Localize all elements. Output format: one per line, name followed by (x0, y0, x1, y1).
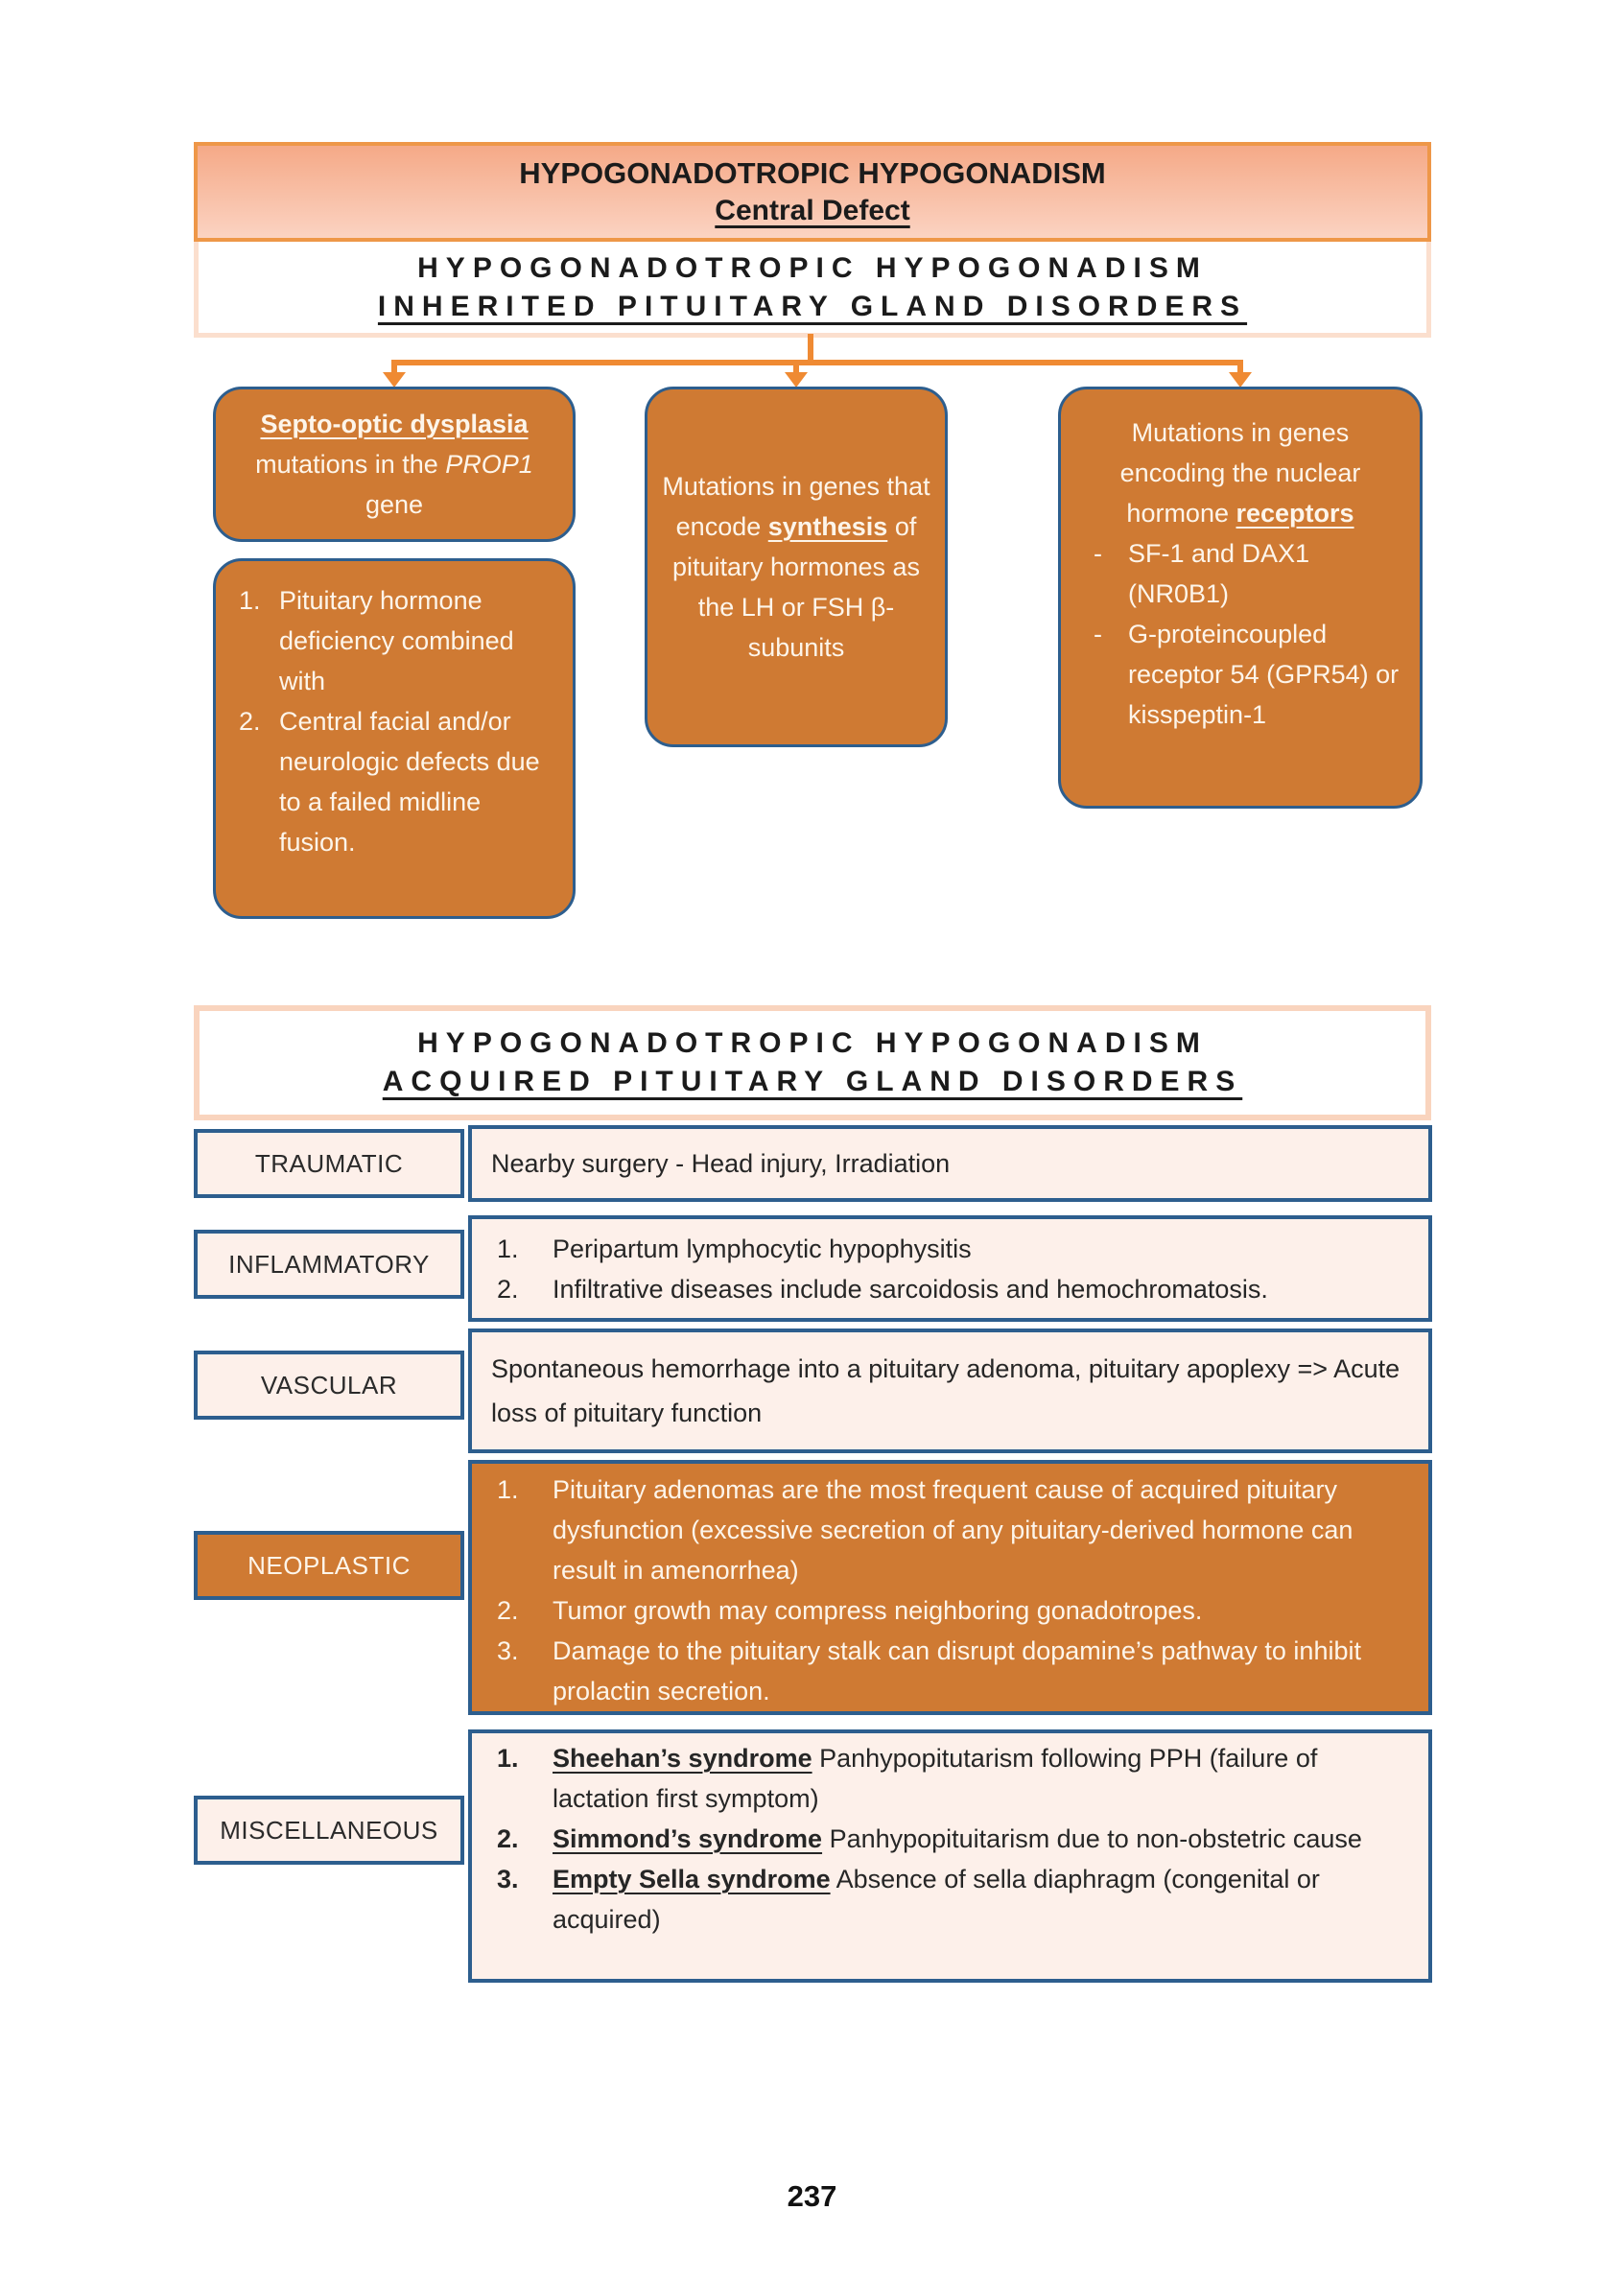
syndrome-name: Simmond’s syndrome (553, 1824, 823, 1853)
septo-list-item (239, 701, 559, 862)
list-text (553, 1819, 1409, 1859)
list-number: 3. (497, 1636, 519, 1665)
list-number: 3. (497, 1865, 519, 1893)
list-text: Tumor growth may compress neighboring gonadotropes. (553, 1596, 1203, 1625)
traumatic-label: TRAUMATIC (194, 1129, 464, 1198)
list-number: 1. (497, 1475, 519, 1504)
receptors-intro (1076, 412, 1404, 533)
miscellaneous-item (491, 1859, 1409, 1940)
dash-marker: - (1094, 620, 1102, 648)
list-number: 2. (497, 1274, 519, 1304)
list-number: 2. (497, 1596, 519, 1625)
banner-title: HYPOGONADOTROPIC HYPOGONADISM (519, 156, 1106, 190)
inherited-header-line2: INHERITED PITUITARY GLAND DISORDERS (377, 290, 1248, 322)
neoplastic-item (491, 1631, 1409, 1711)
inflammatory-item (491, 1269, 1409, 1309)
inherited-section-header (194, 242, 1431, 338)
septo-title-text: Septo-optic dysplasia (260, 410, 529, 438)
synthesis-post: of pituitary hormones as the LH or FSH β-subunits (671, 512, 921, 662)
acquired-header-line1: HYPOGONADOTROPIC HYPOGONADISM (417, 1027, 1208, 1059)
inherited-header-line1: HYPOGONADOTROPIC HYPOGONADISM (417, 251, 1208, 284)
septo-body-post: gene (365, 490, 424, 519)
neoplastic-item (491, 1470, 1409, 1590)
syndrome-desc: Panhypopitutarism following PPH (failure of lactation first symptom) (553, 1744, 1318, 1813)
miscellaneous-content (468, 1729, 1432, 1983)
box-septo-optic-dysplasia (213, 387, 576, 542)
acquired-header-line2: ACQUIRED PITUITARY GLAND DISORDERS (382, 1066, 1243, 1097)
septo-list-item (239, 580, 559, 701)
syndrome-desc: Panhypopituitarism due to non-obstetric cause (822, 1824, 1362, 1853)
septo-gene-name: PROP1 (445, 450, 533, 479)
synthesis-box-text (661, 466, 931, 668)
box-receptor-mutations (1058, 387, 1423, 809)
page-number: 237 (787, 2179, 837, 2213)
inflammatory-item (491, 1229, 1409, 1269)
miscellaneous-label: MISCELLANEOUS (194, 1796, 464, 1865)
list-number: 1. (239, 586, 261, 615)
list-text: G-proteincoupled receptor 54 (GPR54) or kisspeptin-1 (1128, 620, 1400, 729)
vascular-text: Spontaneous hemorrhage into a pituitary adenoma, pituitary apoplexy => Acute loss of pituitary function (491, 1354, 1400, 1427)
acquired-section-header (194, 1005, 1431, 1120)
list-text: Pituitary adenomas are the most frequent cause of acquired pituitary dysfunction (excessive secretion of any pituitary-derived hormone can result in amenorrhea) (553, 1475, 1353, 1585)
banner-central-defect (194, 142, 1431, 242)
neoplastic-content (468, 1460, 1432, 1715)
traumatic-text: Nearby surgery - Head injury, Irradiation (491, 1149, 951, 1178)
banner-subtitle: Central Defect (715, 195, 910, 226)
list-number: 2. (497, 1824, 519, 1853)
miscellaneous-item (491, 1738, 1409, 1819)
vascular-label: VASCULAR (194, 1351, 464, 1420)
septo-box-text (233, 404, 555, 525)
syndrome-name: Sheehan’s syndrome (553, 1744, 812, 1773)
list-text: Infiltrative diseases include sarcoidosis and hemochromatosis. (553, 1274, 1268, 1304)
inflammatory-content (468, 1215, 1432, 1322)
receptors-list-item (1076, 614, 1404, 735)
inflammatory-label: INFLAMMATORY (194, 1230, 464, 1299)
syndrome-desc: Absence of sella diaphragm (congenital or acquired) (553, 1865, 1320, 1934)
receptors-list-item (1076, 533, 1404, 614)
list-text: Central facial and/or neurologic defects due to a failed midline fusion. (279, 707, 540, 857)
synthesis-emphasis: synthesis (767, 512, 888, 541)
flow-connector-arrows (0, 334, 1624, 391)
receptors-emphasis: receptors (1236, 499, 1354, 528)
vascular-content (468, 1329, 1432, 1453)
synthesis-pre: Mutations in genes that encode (662, 472, 930, 541)
list-number: 1. (497, 1234, 519, 1263)
list-text (553, 1859, 1409, 1940)
syndrome-name: Empty Sella syndrome (553, 1865, 831, 1893)
dash-marker: - (1094, 539, 1102, 568)
list-text: Pituitary hormone deficiency combined with (279, 586, 514, 695)
septo-body-pre: mutations in the (255, 450, 446, 479)
list-text (553, 1738, 1409, 1819)
list-text: SF-1 and DAX1 (NR0B1) (1128, 539, 1310, 608)
traumatic-content (468, 1125, 1432, 1202)
list-text: Peripartum lymphocytic hypophysitis (553, 1234, 972, 1263)
list-text: Damage to the pituitary stalk can disrupt dopamine’s pathway to inhibit prolactin secretion. (553, 1636, 1361, 1705)
list-number: 1. (497, 1744, 519, 1773)
list-number: 2. (239, 707, 261, 736)
neoplastic-label: NEOPLASTIC (194, 1531, 464, 1600)
receptors-pre: Mutations in genes encoding the nuclear hormone (1119, 418, 1361, 528)
box-septo-consequences (213, 558, 576, 919)
neoplastic-item (491, 1590, 1409, 1631)
box-synthesis-mutations (645, 387, 948, 747)
miscellaneous-item (491, 1819, 1409, 1859)
